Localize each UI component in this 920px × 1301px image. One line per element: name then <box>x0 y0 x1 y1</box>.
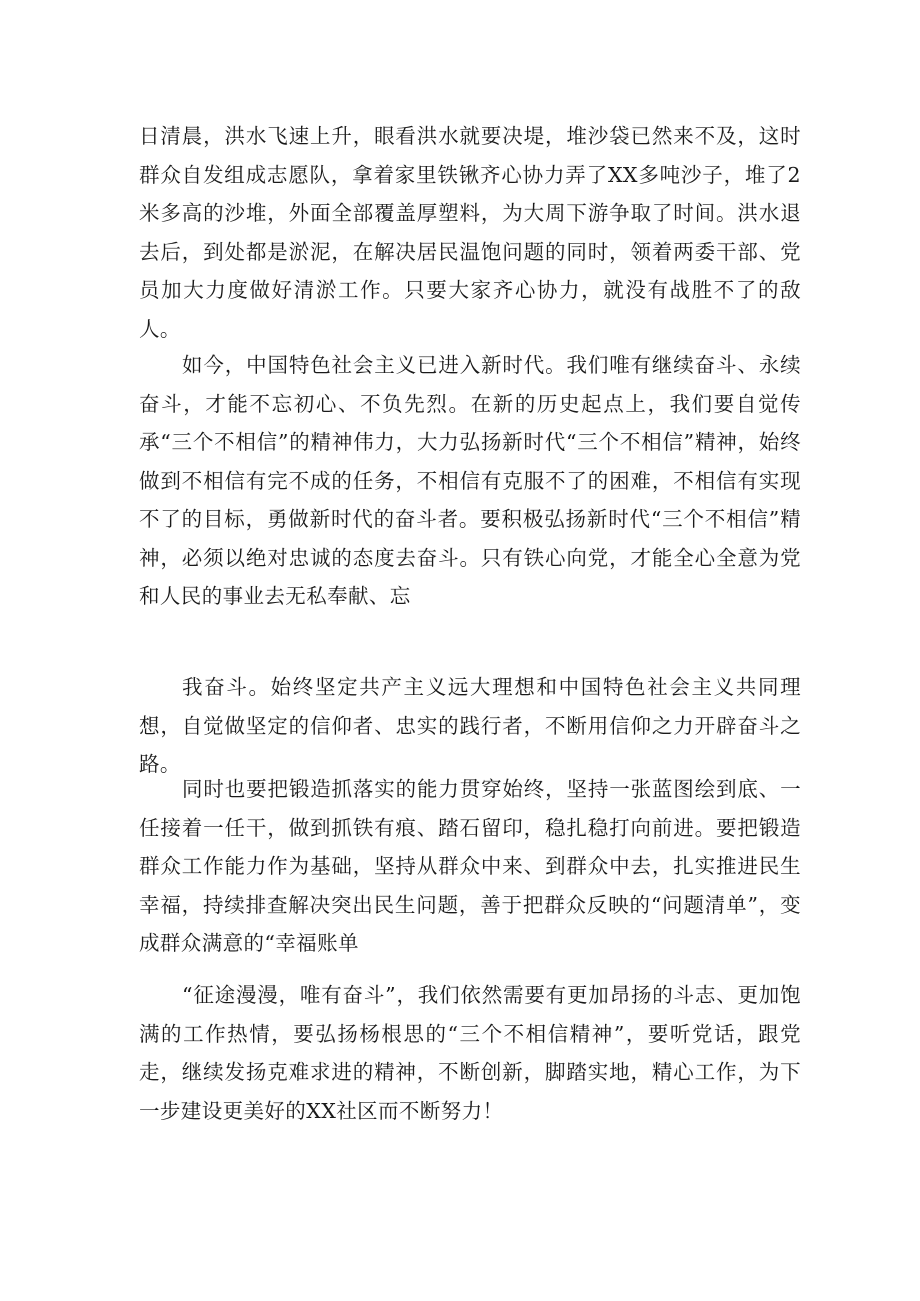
paragraph-new-era: 如今，中国特色社会主义已进入新时代。我们唯有继续奋斗、永续奋斗，才能不忘初心、不负先烈。在新的历史起点上，我们要自觉传承“三个不相信”的精神伟力，大力弘扬新时代“三个不相信”精神，始终做到不相信有完不成的任务，不相信有克服不了的困难，不相信有实现不了的目标，勇做新时代的奋斗者。要积极弘扬新时代“三个不相信”精神，必须以绝对忠诚的态度去奋斗。只有铁心向党，才能全心全意为党和人民的事业去无私奉献、忘 <box>139 353 801 608</box>
paragraph-flood-rescue: 日清晨，洪水飞速上升，眼看洪水就要决堤，堆沙袋已然来不及，这时群众自发组成志愿队，拿着家里铁锹齐心协力弄了XX多吨沙子，堆了2米多高的沙堆，外面全部覆盖厚塑料，为大周下游争取了时间。洪水退去后，到处都是淤泥，在解决居民温饱问题的同时，领着两委干部、党员加大力度做好清淤工作。只要大家齐心协力，就没有战胜不了的敌人。 <box>139 124 801 341</box>
paragraph-ideals: 我奋斗。始终坚定共产主义远大理想和中国特色社会主义共同理想，自觉做坚定的信仰者、忠实的践行者，不断用信仰之力开辟奋斗之路。 <box>139 675 801 776</box>
paragraph-conclusion: “征途漫漫，唯有奋斗”，我们依然需要有更加昂扬的斗志、更加饱满的工作热情，要弘扬杨根思的“三个不相信精神”，要听党话，跟党走，继续发扬克难求进的精神，不断创新，脚踏实地，精心工作，为下一步建设更美好的XX社区而不断努力！ <box>139 983 801 1123</box>
paragraph-implementation: 同时也要把锻造抓落实的能力贯穿始终，坚持一张蓝图绘到底、一任接着一任干，做到抓铁有痕、踏石留印，稳扎稳打向前进。要把锻造群众工作能力作为基础，坚持从群众中来、到群众中去，扎实推进民生幸福，持续排查解决突出民生问题，善于把群众反映的“问题清单”，变成群众满意的“幸福账单 <box>139 777 801 955</box>
